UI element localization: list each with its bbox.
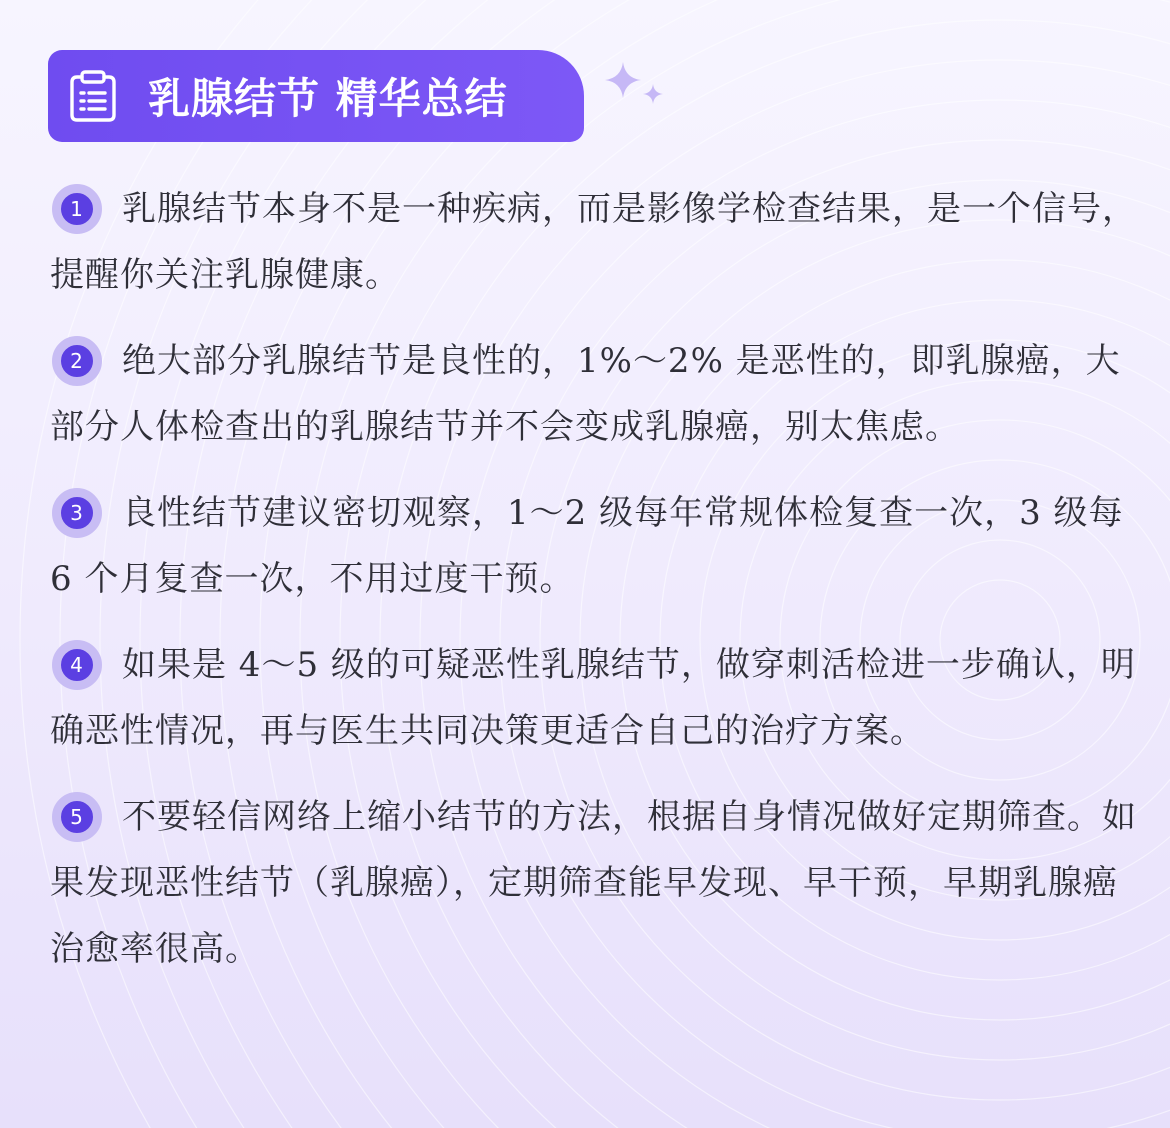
number-badge-4: 4 bbox=[52, 640, 102, 690]
summary-text-3: 良性结节建议密切观察，1～2 级每年常规体检复查一次，3 级每 6 个月复查一次，不用过度干预。 bbox=[50, 493, 1124, 599]
summary-text-2: 绝大部分乳腺结节是良性的，1%～2% 是恶性的，即乳腺癌，大部分人体检查出的乳腺结节并不会变成乳腺癌，别太焦虑。 bbox=[50, 341, 1121, 447]
number-badge-5: 5 bbox=[52, 792, 102, 842]
number-badge-2: 2 bbox=[52, 336, 102, 386]
title-banner bbox=[48, 50, 584, 142]
sparkle-icon bbox=[603, 60, 665, 108]
summary-text-5: 不要轻信网络上缩小结节的方法，根据自身情况做好定期筛查。如果发现恶性结节（乳腺癌），定期筛查能早发现、早干预，早期乳腺癌治愈率很高。 bbox=[50, 797, 1137, 969]
number-badge-1: 1 bbox=[52, 184, 102, 234]
summary-item-5 bbox=[50, 784, 1140, 982]
page-title: 乳腺结节 精华总结 bbox=[148, 74, 508, 123]
clipboard-icon bbox=[68, 69, 118, 123]
summary-item-1 bbox=[50, 176, 1140, 308]
summary-text-4: 如果是 4～5 级的可疑恶性乳腺结节，做穿刺活检进一步确认，明确恶性情况，再与医生共同决策更适合自己的治疗方案。 bbox=[50, 645, 1136, 751]
summary-item-2 bbox=[50, 328, 1140, 460]
summary-item-4 bbox=[50, 632, 1140, 764]
summary-list bbox=[50, 176, 1140, 1002]
summary-text-1: 乳腺结节本身不是一种疾病，而是影像学检查结果，是一个信号，提醒你关注乳腺健康。 bbox=[50, 189, 1137, 295]
number-badge-3: 3 bbox=[52, 488, 102, 538]
summary-item-3 bbox=[50, 480, 1140, 612]
